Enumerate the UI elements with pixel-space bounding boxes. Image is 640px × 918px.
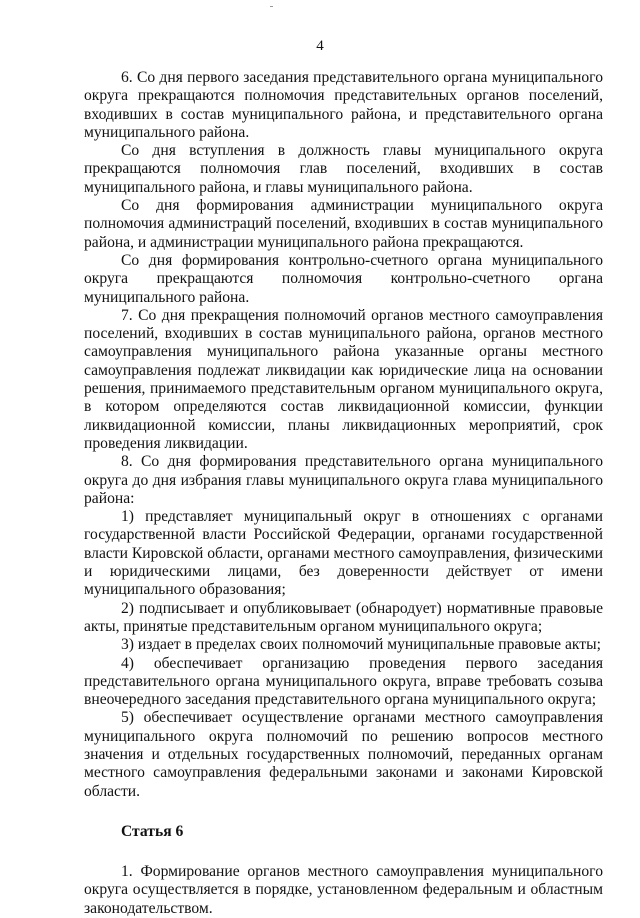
page-number: 4 — [316, 38, 324, 54]
paragraph-7: 7. Со дня прекращения полномочий органов местного самоуправления поселений, входивших в состав муниципального района, органов местного самоуправления муниципального района указанные органы местного самоуправления подлежат ликвидации как юридические лица на основании решения, принимаемого представительным органом муниципального округа, в котором определяются состав ликвидационной комиссии, функции ликвидационной комиссии, планы ликвидационных мероприятий, срок проведения ликвидации. — [84, 306, 603, 452]
paragraph-administration: Со дня формирования администрации муниципального округа полномочия администраций поселений, входивших в состав муниципального района, и администрации муниципального района прекращаются. — [84, 197, 603, 251]
list-item-4: 4) обеспечивает организацию проведения первого заседания представительного органа муниципального округа, вправе требовать созыва внеочередного заседания представительного органа муниципального округа; — [84, 654, 603, 709]
list-item-1: 1) представляет муниципальный округ в отношениях с органами государственной власти Российской Федерации, органами государственной власти Кировской области, органами местного самоуправления, физическими и юридическими лицами, без доверенности действует от имени муниципального образования; — [84, 508, 603, 599]
article-heading: Статья 6 — [121, 822, 184, 840]
article-paragraph-1: 1. Формирование органов местного самоуправления муниципального округа осуществляется в порядке, установленном федеральным и областным законодательством. — [84, 863, 603, 917]
scan-artifact — [270, 6, 273, 7]
paragraph-6: 6. Со дня первого заседания представительного органа муниципального округа прекращаются полномочия представительных органов поселений, входивших в состав муниципального района, и представительного органа муниципального района. — [84, 69, 603, 141]
paragraph-8: 8. Со дня формирования представительного органа муниципального округа до дня избрания главы муниципального округа глава муниципального района: — [84, 453, 603, 507]
list-item-5: 5) обеспечивает осуществление органами местного самоуправления муниципального округа полномочий по решению вопросов местного значения и отдельных государственных полномочий, переданных органам местного самоуправления федеральными законами и законами Кировской области. — [84, 709, 603, 800]
document-body — [84, 69, 603, 918]
paragraph-head-of-district: Со дня вступления в должность главы муниципального округа прекращаются полномочия глав поселений, входивших в состав муниципального района, и главы муниципального района. — [84, 142, 603, 196]
paragraph-audit-body: Со дня формирования контрольно-счетного органа муниципального округа прекращаются полномочия контрольно-счетного органа муниципального района. — [84, 251, 603, 306]
list-item-2: 2) подписывает и опубликовывает (обнародует) нормативные правовые акты, принятые представительным органом муниципального округа; — [84, 599, 603, 635]
list-item-3: 3) издает в пределах своих полномочий муниципальные правовые акты; — [121, 636, 601, 654]
